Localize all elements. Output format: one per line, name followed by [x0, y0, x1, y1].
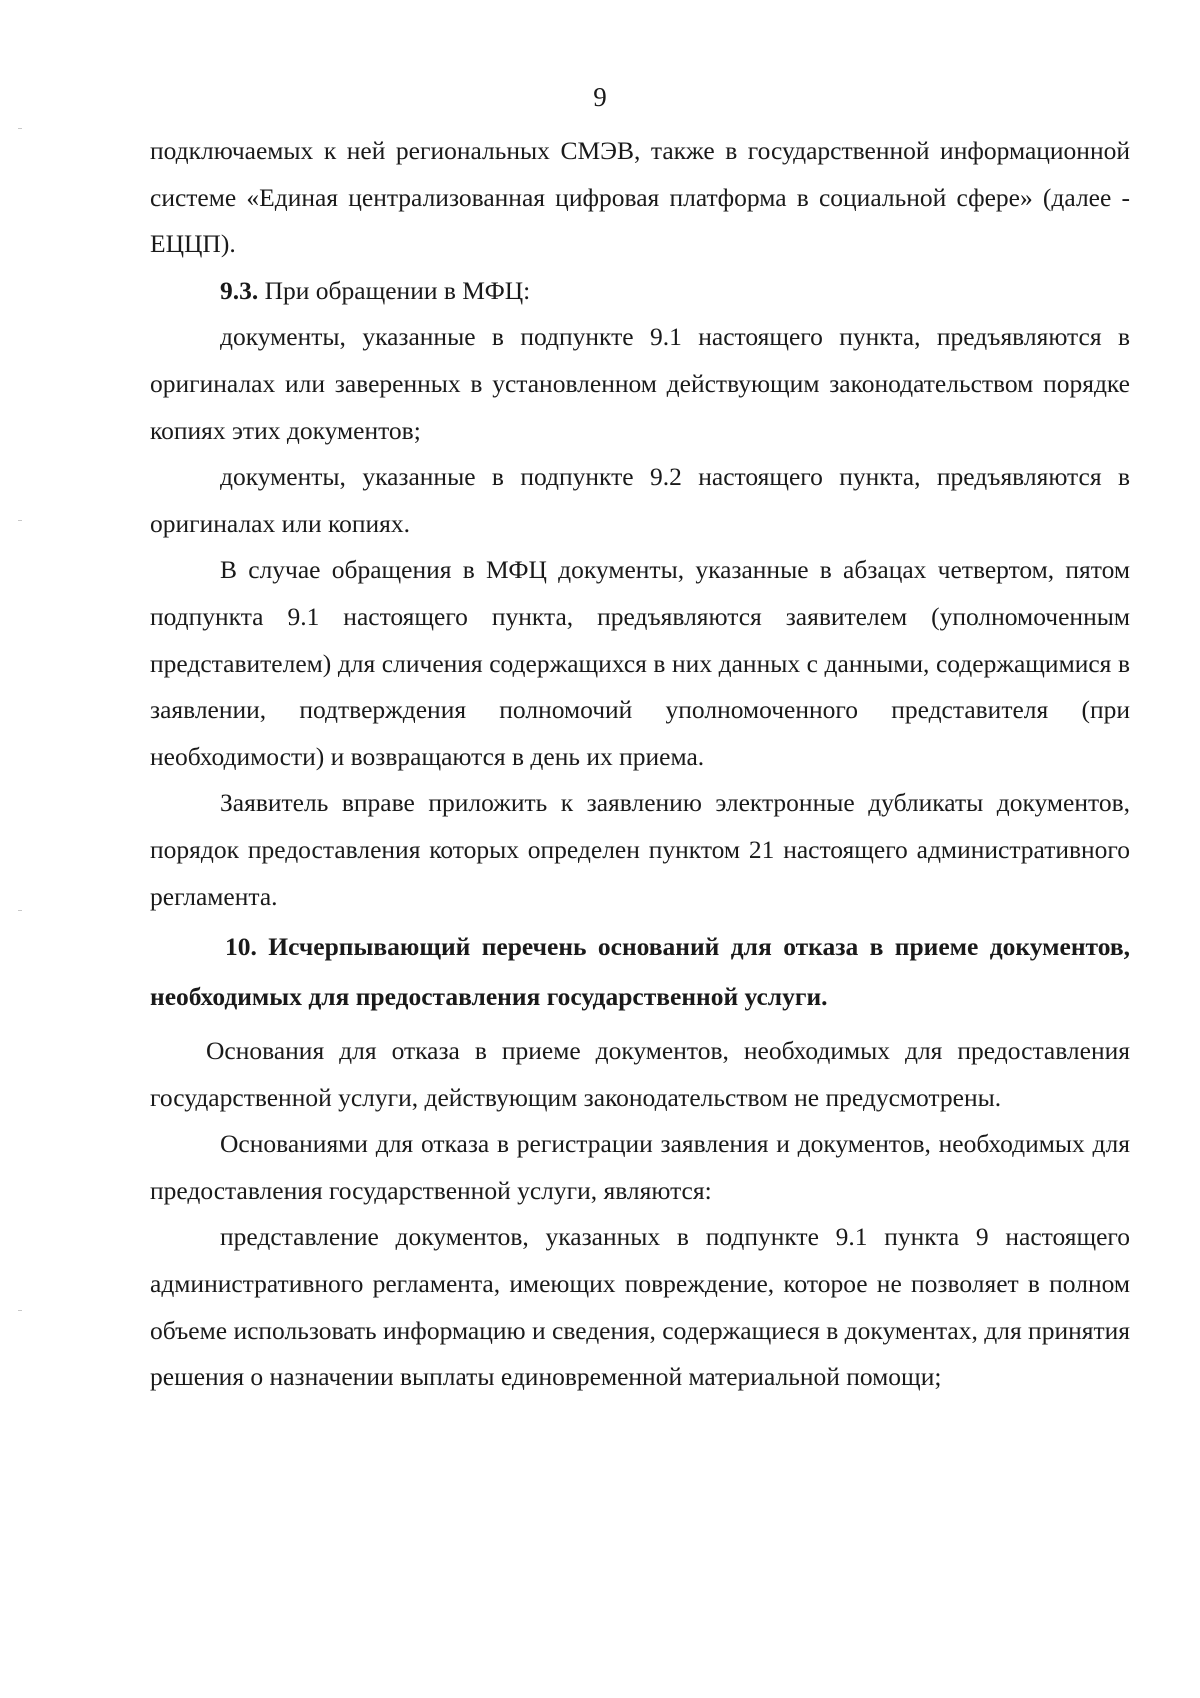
document-body — [150, 128, 1130, 1401]
paragraph-continuation: подключаемых к ней региональных СМЭВ, также в государственной информационной системе «Единая централизованная цифровая платформа в социальной сфере» (далее - ЕЦЦП). — [150, 136, 1130, 259]
paragraph-documents-9-1: документы, указанные в подпункте 9.1 настоящего пункта, предъявляются в оригиналах или заверенных в установленном действующим законодательством порядке копиях этих документов; — [150, 322, 1130, 445]
paragraph-registration-grounds: Основаниями для отказа в регистрации заявления и документов, необходимых для предоставления государственной услуги, являются: — [150, 1129, 1130, 1205]
paragraph-9-3-text: При обращении в МФЦ: — [258, 275, 531, 305]
scan-artifact — [18, 128, 22, 129]
paragraph-9-3 — [150, 268, 1130, 315]
scan-artifact — [18, 1310, 22, 1311]
section-number: 9.3. — [220, 275, 259, 305]
section-heading-10: 10. Исчерпывающий перечень оснований для отказа в приеме документов, необходимых для предоставления государственной услуги. — [150, 932, 1130, 1012]
page-number: 9 — [593, 82, 607, 112]
paragraph-applicant-rights: Заявитель вправе приложить к заявлению электронные дубликаты документов, порядок предоставления которых определен пунктом 21 настоящего административного регламента. — [150, 788, 1130, 911]
paragraph-refusal-grounds: Основания для отказа в приеме документов, необходимых для предоставления государственной услуги, действующим законодательством не предусмотрены. — [150, 1036, 1130, 1112]
scan-artifact — [18, 520, 22, 521]
paragraph-mfc-case: В случае обращения в МФЦ документы, указанные в абзацах четвертом, пятом подпункта 9.1 настоящего пункта, предъявляются заявителем (уполномоченным представителем) для сличения содержащихся в них данных с данными, содержащимися в заявлении, подтверждения полномочий уполномоченного представителя (при необходимости) и возвращаются в день их приема. — [150, 555, 1130, 771]
scan-artifact — [18, 910, 22, 911]
paragraph-documents-9-2: документы, указанные в подпункте 9.2 настоящего пункта, предъявляются в оригиналах или копиях. — [150, 462, 1130, 538]
paragraph-damaged-documents: представление документов, указанных в подпункте 9.1 пункта 9 настоящего административного регламента, имеющих повреждение, которое не позволяет в полном объеме использовать информацию и сведения, содержащиеся в документах, для принятия решения о назначении выплаты единовременной материальной помощи; — [150, 1222, 1130, 1392]
